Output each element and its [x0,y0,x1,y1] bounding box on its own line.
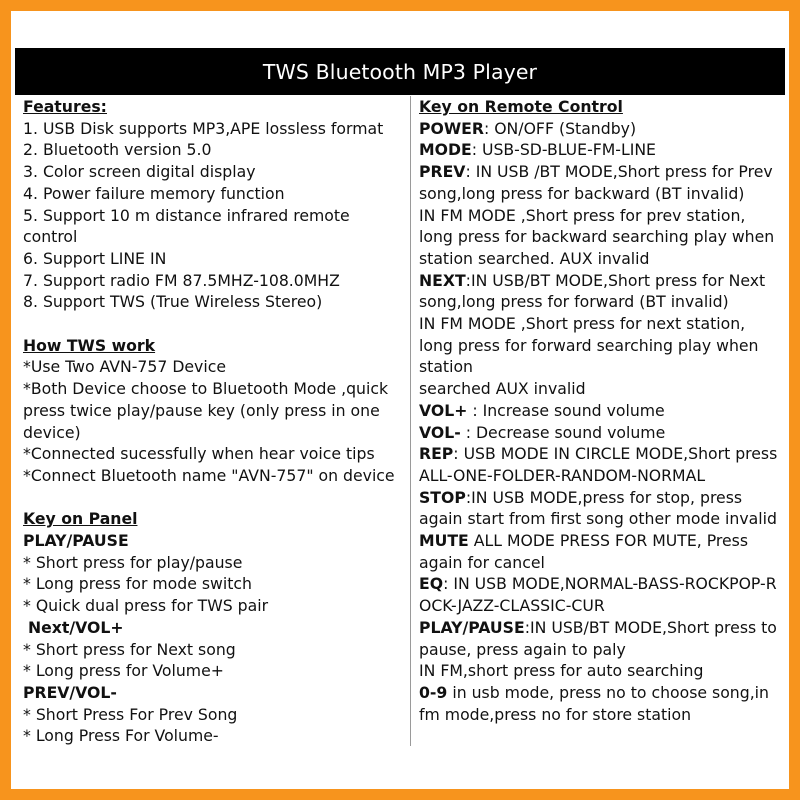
remote-voldown [419,422,784,444]
right-column [419,96,784,725]
remote-key: EQ [419,574,444,594]
panel-item: * Short Press For Prev Song [23,704,238,724]
remote-heading: Key on Remote Control [419,97,623,116]
remote-key: REP [419,444,454,464]
remote-desc: ALL MODE PRESS FOR MUTE, Press again for cancel [419,531,749,572]
remote-next [419,270,784,313]
panel-item: * Long press for mode switch [23,574,252,594]
remote-next-fm: IN FM MODE ,Short press for next station, long press for forward searching play when station [419,314,759,377]
remote-desc: : Increase sound volume [467,400,665,420]
tws-item: *Use Two AVN-757 Device [23,357,226,377]
remote-eq [419,573,784,616]
remote-prev-fm: IN FM MODE ,Short press for prev station, long press for backward searching play when station searched. AUX invalid [419,205,775,268]
tws-heading: How TWS work [23,335,156,355]
remote-key: POWER [419,118,484,138]
left-column [23,96,408,747]
remote-desc: : Decrease sound volume [460,422,666,442]
remote-desc: :IN USB/BT MODE,Short press to pause, press again to paly [419,617,777,659]
remote-prev [419,161,784,204]
tws-item: *Connected sucessfully when hear voice tips [23,444,375,464]
panel-item: * Short press for play/pause [23,552,243,572]
remote-key: 0-9 [419,682,448,702]
panel-key-name: PREV/VOL- [23,682,117,702]
remote-mode [419,139,784,161]
panel-item: * Long Press For Volume- [23,726,219,746]
remote-power [419,118,784,140]
tws-item: *Connect Bluetooth name "AVN-757" on device [23,465,395,485]
panel-key-name: Next/VOL+ [28,617,124,637]
feature-item: 4. Power failure memory function [23,183,285,203]
remote-key: MUTE [419,531,469,551]
remote-rep [419,443,784,486]
panel-item: * Quick dual press for TWS pair [23,596,269,616]
panel-item: * Long press for Volume+ [23,661,224,681]
feature-item: 1. USB Disk supports MP3,APE lossless format [23,118,384,138]
feature-item: 5. Support 10 m distance infrared remote control [23,205,350,247]
page-title: TWS Bluetooth MP3 Player [262,59,538,84]
column-divider [410,96,411,746]
remote-next-aux: searched AUX invalid [419,379,586,399]
remote-play-fm: IN FM,short press for auto searching [419,661,704,681]
panel-heading: Key on Panel [23,509,138,529]
feature-item: 2. Bluetooth version 5.0 [23,140,212,160]
remote-stop [419,487,784,530]
remote-desc: :IN USB MODE,press for stop, press again start from first song other mode invalid [419,487,777,529]
remote-desc: : IN USB MODE,NORMAL-BASS-ROCKPOP-ROCK-JAZZ-CLASSIC-CUR [419,574,777,616]
remote-desc: : IN USB /BT MODE,Short press for Prev song,long press for backward (BT invalid) [419,162,773,203]
feature-item: 8. Support TWS (True Wireless Stereo) [23,292,323,312]
tws-item: *Both Device choose to Bluetooth Mode ,quick press twice play/pause key (only press in one device) [23,379,389,442]
remote-key: VOL+ [419,400,468,420]
panel-item: * Short press for Next song [23,639,236,659]
remote-key: VOL- [419,422,461,442]
remote-key: MODE [419,140,472,160]
feature-item: 3. Color screen digital display [23,162,256,182]
title-banner [15,48,785,95]
feature-item: 7. Support radio FM 87.5MHZ-108.0MHZ [23,270,340,290]
feature-item: 6. Support LINE IN [23,248,167,268]
panel-key-name: PLAY/PAUSE [23,531,129,551]
remote-key: NEXT [419,270,466,290]
remote-mute [419,530,784,573]
remote-desc: : USB MODE IN CIRCLE MODE,Short press ALL-ONE-FOLDER-RANDOM-NORMAL [419,444,778,485]
remote-desc: : USB-SD-BLUE-FM-LINE [471,140,656,160]
remote-key: STOP [419,487,466,507]
remote-volup [419,400,784,422]
remote-key: PLAY/PAUSE [419,617,525,637]
remote-key: PREV [419,162,466,182]
remote-play [419,617,784,660]
remote-desc: :IN USB/BT MODE,Short press for Next song,long press for forward (BT invalid) [419,270,766,312]
remote-desc: in usb mode, press no to choose song,in fm mode,press no for store station [419,682,769,724]
remote-desc: : ON/OFF (Standby) [483,118,637,138]
features-heading: Features: [23,97,107,116]
remote-digits [419,682,784,725]
